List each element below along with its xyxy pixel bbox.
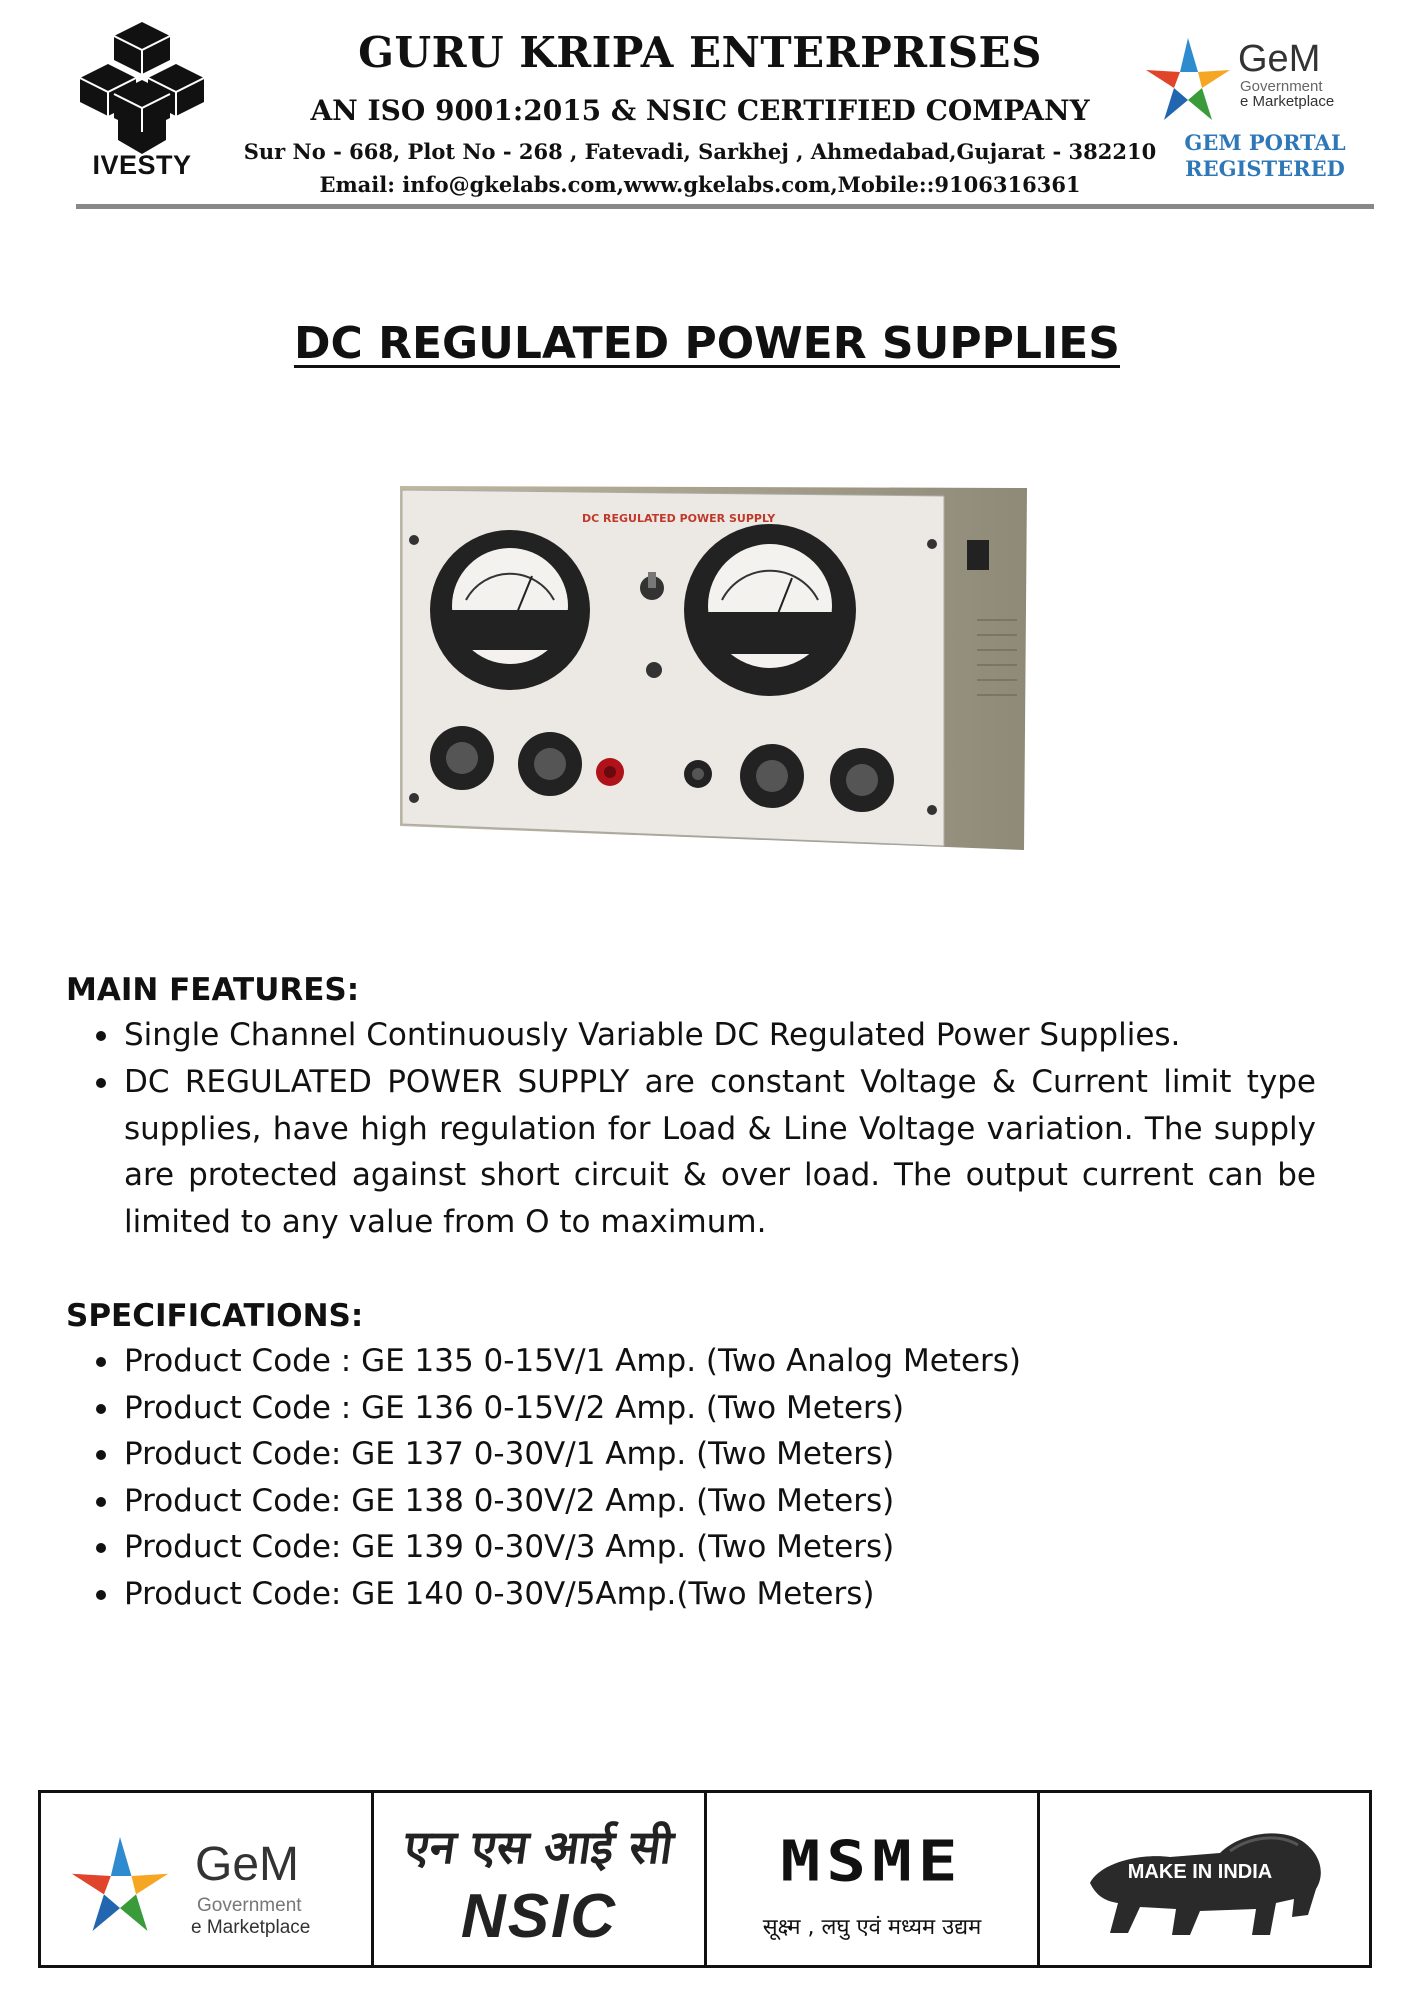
gem-registered-badge <box>1170 130 1360 182</box>
bullet-icon <box>96 1497 106 1507</box>
footer-logo-strip <box>38 1790 1372 1968</box>
spec-item <box>96 1385 1316 1432</box>
bullet-icon <box>96 1590 106 1600</box>
header-divider <box>76 204 1374 209</box>
gem-logo-line1: Government <box>1240 78 1323 95</box>
address-line: Sur No - 668, Plot No - 268 , Fatevadi, Sarkhej , Ahmedabad,Gujarat - 382210 <box>243 139 1157 164</box>
logo-text: IVESTY <box>92 150 192 180</box>
bullet-icon <box>96 1543 106 1553</box>
spec-item-text: Product Code : GE 135 0-15V/1 Amp. (Two Analog Meters) <box>124 1343 1022 1379</box>
power-supply-photo <box>392 480 1027 860</box>
spec-item <box>96 1478 1316 1525</box>
specifications-heading: SPECIFICATIONS: <box>66 1298 364 1334</box>
spec-item-text: Product Code: GE 140 0-30V/5Amp.(Two Meters) <box>124 1576 875 1612</box>
contact-line: Email: info@gkelabs.com,www.gkelabs.com,Mobile::9106316361 <box>319 172 1081 197</box>
footer-make-in-india-logo <box>1040 1793 1372 1965</box>
bullet-icon <box>96 1404 106 1414</box>
page-title <box>0 318 1414 369</box>
features-item-text: DC REGULATED POWER SUPPLY are constant Voltage & Current limit type supplies, have high regulation for Load & Line Voltage variation. The supply are protected against short circuit & over load. The output current can be limited to any value from O to maximum. <box>124 1064 1316 1240</box>
gem-logo-word: GeM <box>1238 38 1321 80</box>
spec-item-text: Product Code: GE 137 0-30V/1 Amp. (Two Meters) <box>124 1436 895 1472</box>
spec-item-text: Product Code : GE 136 0-15V/2 Amp. (Two Meters) <box>124 1390 905 1426</box>
spec-item <box>96 1338 1316 1385</box>
footer-nsic-logo <box>374 1793 704 1965</box>
bullet-icon <box>96 1357 106 1367</box>
spec-item-text: Product Code: GE 139 0-30V/3 Amp. (Two Meters) <box>124 1529 895 1565</box>
nsic-hindi-text: एन एस आई सी <box>400 1820 677 1874</box>
msme-word: MSME <box>780 1828 964 1895</box>
gem-badge-line1: GEM PORTAL <box>1184 130 1346 155</box>
make-in-india-text: MAKE IN INDIA <box>1127 1861 1273 1883</box>
features-heading: MAIN FEATURES: <box>66 972 360 1008</box>
features-item <box>96 1059 1316 1245</box>
features-item <box>96 1012 1316 1059</box>
spec-item <box>96 1571 1316 1618</box>
gem-logo-line2: e Marketplace <box>1240 93 1335 110</box>
spec-item-text: Product Code: GE 138 0-30V/2 Amp. (Two Meters) <box>124 1483 895 1519</box>
msme-hindi-text: सूक्ष्म , लघु एवं मध्यम उद्यम <box>762 1915 982 1940</box>
gem-footer-line1: Government <box>197 1895 302 1916</box>
gem-footer-word: GeM <box>195 1838 300 1891</box>
gem-badge-line2: REGISTERED <box>1185 156 1345 181</box>
spec-item <box>96 1524 1316 1571</box>
bullet-icon <box>96 1078 106 1088</box>
footer-gem-logo <box>41 1793 371 1965</box>
gem-star-icon <box>1140 34 1236 124</box>
certification-line: AN ISO 9001:2015 & NSIC CERTIFIED COMPANY <box>310 94 1090 127</box>
footer-msme-logo <box>707 1793 1037 1965</box>
company-name: GURU KRIPA ENTERPRISES <box>358 28 1042 77</box>
features-item-text: Single Channel Continuously Variable DC Regulated Power Supplies. <box>124 1017 1181 1053</box>
nsic-latin-text: NSIC <box>460 1882 618 1951</box>
svg-text:DC REGULATED POWER SUPPLY: DC REGULATED POWER SUPPLY <box>582 512 776 525</box>
page-title-text: DC REGULATED POWER SUPPLIES <box>293 318 1120 369</box>
bullet-icon <box>96 1450 106 1460</box>
spec-item <box>96 1431 1316 1478</box>
bullet-icon <box>96 1031 106 1041</box>
gem-footer-line2: e Marketplace <box>191 1917 311 1938</box>
gem-star-icon <box>65 1829 175 1939</box>
